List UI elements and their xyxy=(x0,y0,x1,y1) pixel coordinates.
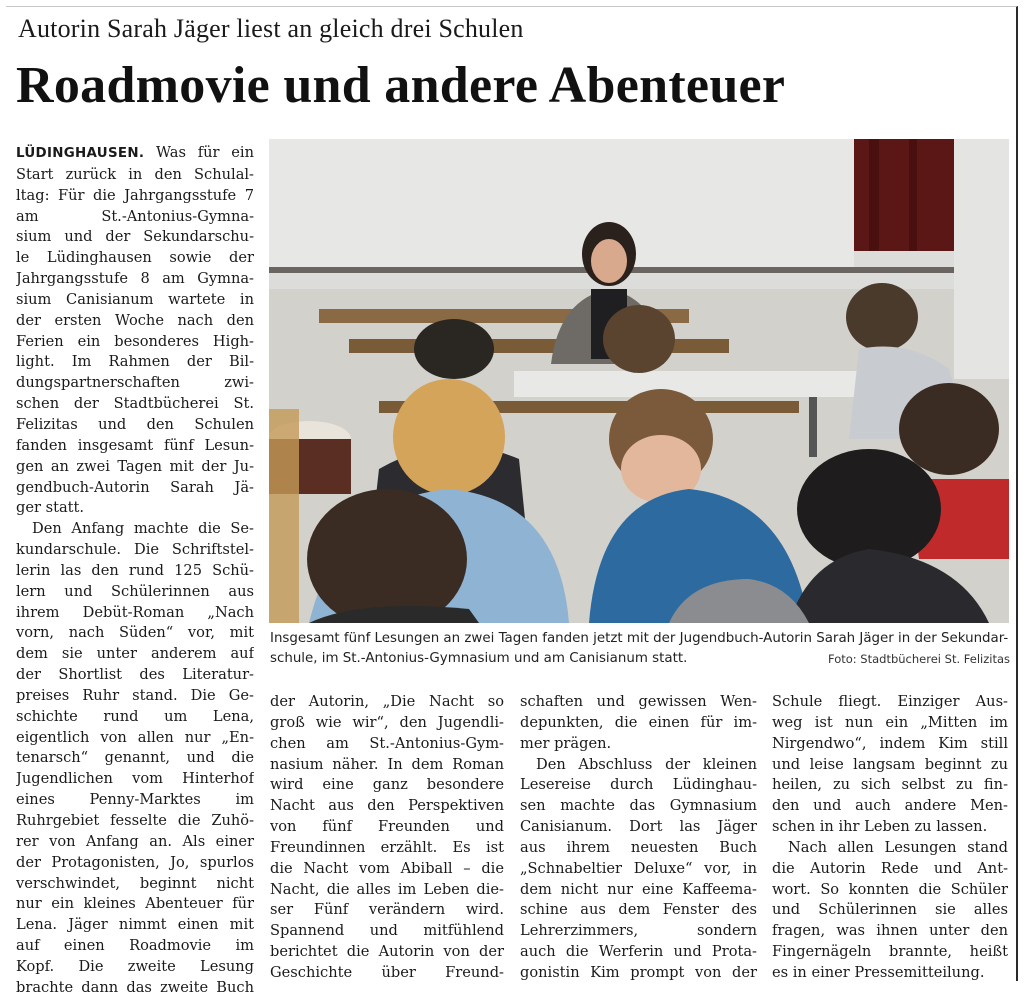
text-line: auf einen Roadmovie im xyxy=(16,937,254,955)
text-line: Den Abschluss der kleinen xyxy=(536,755,757,773)
text-line: Nach allen Lesungen stand xyxy=(788,838,1008,856)
text-line: der Protagonisten, Jo, spurlos xyxy=(16,853,254,871)
text-line: schichte rund um Lena, xyxy=(16,707,254,725)
text-line: schine aus dem Fenster des xyxy=(520,901,757,919)
text-line: vorn, nach Süden“ vor, mit xyxy=(16,624,254,642)
classroom-photo-illustration xyxy=(269,139,1009,623)
article-headline: Roadmovie und andere Abenteuer xyxy=(16,57,786,114)
text-line: groß wie wir“, den Jugendli- xyxy=(270,713,504,731)
text-line: lerin las den rund 125 Schü- xyxy=(16,561,254,579)
text-line: der Shortlist des Literatur- xyxy=(16,666,254,684)
text-line: heilen, zu sich selbst zu fin- xyxy=(772,776,1008,794)
text-line: ser Fünf verändern wird. xyxy=(270,901,504,919)
text-line: Geschichte über Freund- xyxy=(270,963,504,981)
text-line: am St.-Antonius-Gymna- xyxy=(16,207,254,225)
article-kicker: Autorin Sarah Jäger liest an gleich drei Schulen xyxy=(18,14,524,43)
text-line: eines Penny-Marktes im xyxy=(16,791,254,809)
text-line: schen der Stadtbücherei St. xyxy=(16,395,254,413)
text-line: depunkten, die einen für im- xyxy=(520,713,757,731)
text-line: Spannend und mitfühlend xyxy=(270,922,504,940)
text-line: dem nicht nur eine Kaffeema- xyxy=(520,880,757,898)
text-line: Nacht aus den Perspektiven xyxy=(270,797,504,815)
article-column-1 xyxy=(16,143,254,999)
text-line: brachte dann das zweite Buch xyxy=(16,978,254,996)
text-line: mer prägen. xyxy=(520,734,612,752)
text-line: Freundinnen erzählt. Es ist xyxy=(270,838,504,856)
text-line: dungspartnerschaften zwi- xyxy=(16,374,254,392)
article-column-4 xyxy=(772,692,1008,984)
text-line: die Autorin Rede und Ant- xyxy=(772,859,1008,877)
text-line: und leise langsam beginnt zu xyxy=(772,755,1008,773)
text-line: „Schnabeltier Deluxe“ vor, in xyxy=(520,859,757,877)
text-line: der Autorin, „Die Nacht so xyxy=(270,693,504,710)
text-line: fanden insgesamt fünf Lesun- xyxy=(16,436,254,454)
text-line: kundarschule. Die Schriftstel- xyxy=(16,541,254,559)
text-line: den und auch andere Men- xyxy=(772,797,1008,815)
caption-line: Insgesamt fünf Lesungen an zwei Tagen fanden jetzt mit der Jugendbuch-Autorin Sarah Jäger in der Sekundar- xyxy=(270,631,1009,646)
text-line: Nirgendwo“, indem Kim still xyxy=(772,734,1008,752)
text-line: tenarsch“ genannt, und die xyxy=(16,749,254,767)
article-photo xyxy=(269,139,1009,623)
text-line: Canisianum. Dort las Jäger xyxy=(520,818,757,836)
text-line: le Lüdinghausen sowie der xyxy=(16,249,254,267)
text-line: aus ihrem neuesten Buch xyxy=(520,838,757,856)
text-line: Ferien ein besonderes High- xyxy=(16,332,254,350)
text-line: Lesereise durch Lüdinghau- xyxy=(520,776,757,794)
text-line: schaften und gewissen Wen- xyxy=(520,693,757,710)
text-line: Lena. Jäger nimmt einen mit xyxy=(16,916,254,934)
text-line: ihrem Debüt-Roman „Nach xyxy=(16,603,254,621)
text-line: schen in ihr Leben zu lassen. xyxy=(772,818,988,836)
text-line: Den Anfang machte die Se- xyxy=(32,520,254,538)
text-line: Start zurück in den Schulal- xyxy=(16,165,254,183)
text-line: nur ein kleines Abenteuer für xyxy=(16,895,254,913)
text-line: Nacht, die alles im Leben die- xyxy=(270,880,504,898)
text-line: sium Canisianum wartete in xyxy=(16,290,254,308)
article-column-3 xyxy=(520,692,757,984)
photo-credit: Foto: Stadtbücherei St. Felizitas xyxy=(827,652,1010,666)
text-line: Kopf. Die zweite Lesung xyxy=(16,957,254,975)
text-line: auch die Werferin und Prota- xyxy=(520,943,757,961)
article-column-2 xyxy=(270,692,504,984)
dateline: LÜDINGHAUSEN. xyxy=(16,146,145,161)
text-line: Jugendlichen vom Hinterhof xyxy=(16,770,254,788)
text-line: gonistin Kim prompt von der xyxy=(520,963,757,981)
text-line: sium und der Sekundarschu- xyxy=(16,228,254,246)
text-line: Fingernägeln brannte, heißt xyxy=(772,943,1008,961)
text-line: Schule fliegt. Einziger Aus- xyxy=(772,693,1008,710)
text-line: es in einer Pressemitteilung. xyxy=(772,963,985,981)
text-line: lern und Schülerinnen aus xyxy=(16,582,254,600)
text-line: nasium näher. In dem Roman xyxy=(270,755,504,773)
text-line: berichtet die Autorin von der xyxy=(270,943,504,961)
text-line: gen an zwei Tagen mit der Ju- xyxy=(16,457,254,475)
caption-line: schule, im St.-Antonius-Gymnasium und am Canisianum statt. xyxy=(270,651,688,666)
text-line: light. Im Rahmen der Bil- xyxy=(16,353,254,371)
text-line: die Nacht vom Abiball – die xyxy=(270,859,504,877)
text-line: chen am St.-Antonius-Gym- xyxy=(270,734,504,752)
text-line: dem sie unter anderem auf xyxy=(16,645,254,663)
text-line: Ruhrgebiet fesselte die Zuhö- xyxy=(16,812,254,829)
photo-caption xyxy=(270,629,1010,669)
text-line: fragen, was ihnen unter den xyxy=(772,922,1008,940)
text-line: Felizitas und den Schulen xyxy=(16,415,254,433)
text-line: preises Ruhr stand. Die Ge- xyxy=(16,686,254,704)
text-line: weg ist nun ein „Mitten im xyxy=(772,713,1008,731)
text-line: verschwindet, beginnt nicht xyxy=(16,874,254,892)
text-line: wort. So konnten die Schüler xyxy=(772,880,1008,898)
text-line: LÜDINGHAUSEN. Was für ein xyxy=(16,144,254,161)
text-line: Jahrgangsstufe 8 am Gymna- xyxy=(16,270,254,288)
text-line: der ersten Woche nach den xyxy=(16,311,254,329)
text-line: eigentlich von allen nur „En- xyxy=(16,728,254,746)
text-line: gendbuch-Autorin Sarah Jä- xyxy=(16,478,254,496)
text-line: ltag: Für die Jahrgangsstufe 7 xyxy=(16,186,254,204)
text-line: sen machte das Gymnasium xyxy=(520,797,757,815)
text-line: ger statt. xyxy=(16,499,85,517)
text-line: Lehrerzimmers, sondern xyxy=(520,922,757,940)
text-line: rer von Anfang an. Als einer xyxy=(16,832,254,850)
text-line: und Schülerinnen sie alles xyxy=(772,901,1008,919)
text-line: wird eine ganz besondere xyxy=(270,776,504,794)
text-line: von fünf Freunden und xyxy=(270,818,504,836)
